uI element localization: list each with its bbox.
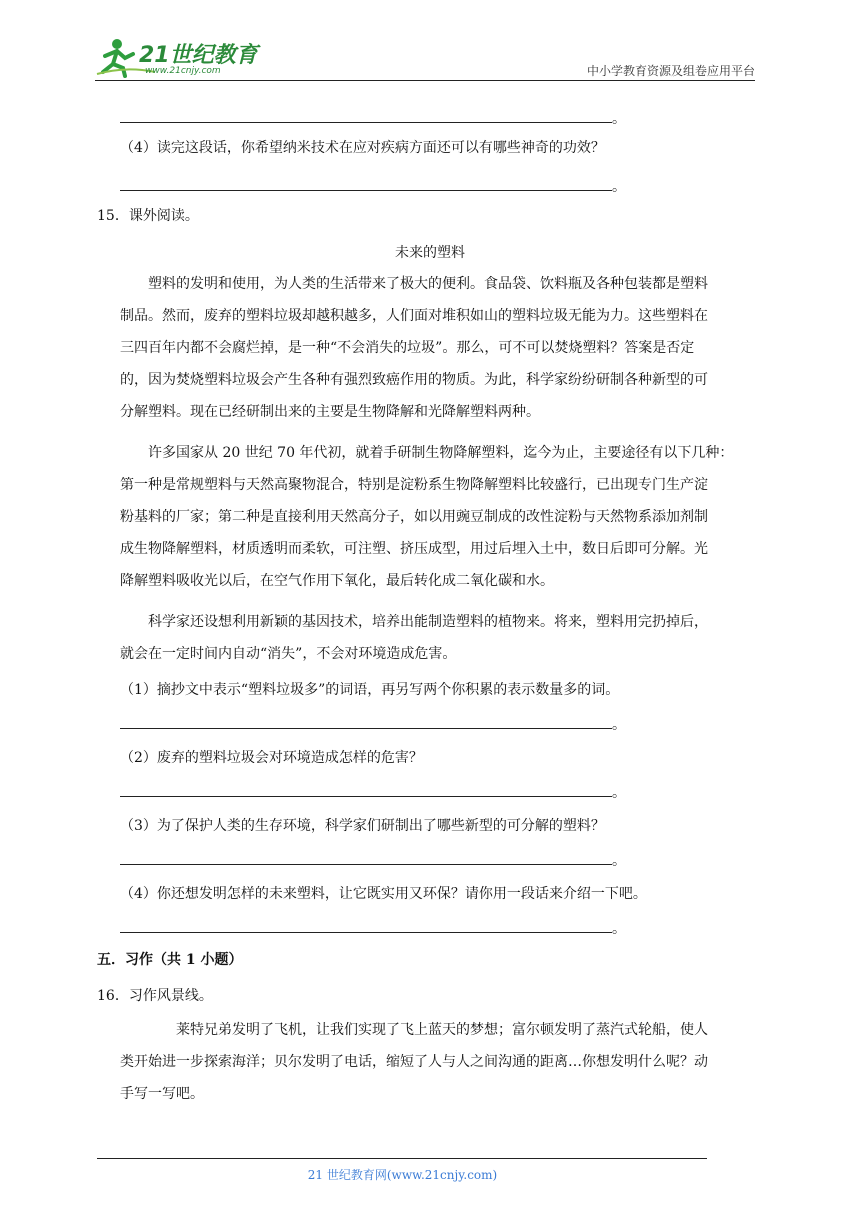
answer-period: 。 (612, 853, 626, 869)
passage-line: 第一种是常规塑料与天然高聚物混合，特别是淀粉系生物降解塑料比较盛行，已出现专门生产淀 (120, 477, 708, 493)
site-logo (95, 36, 260, 80)
answer-line (120, 190, 612, 191)
prompt-line: 类开始进一步探索海洋；贝尔发明了电话，缩短了人与人之间沟通的距离…你想发明什么呢？动 (120, 1054, 708, 1070)
section-heading: 五．习作（共 1 小题） (97, 952, 243, 968)
answer-line (120, 728, 612, 729)
question-text: （2）废弃的塑料垃圾会对环境造成怎样的危害？ (120, 750, 423, 766)
passage-line: 降解塑料吸收光以后，在空气作用下氧化，最后转化成二氧化碳和水。 (120, 573, 554, 589)
logo-url: www.21cnjy.com (145, 66, 221, 76)
answer-period: 。 (612, 717, 626, 733)
logo-text: 21世纪教育 (139, 43, 258, 68)
question-label: 15．课外阅读。 (97, 208, 199, 224)
passage-line: 塑料的发明和使用，为人类的生活带来了极大的便利。食品袋、饮料瓶及各种包装都是塑料 (148, 276, 708, 292)
question-text: （3）为了保护人类的生存环境，科学家们研制出了哪些新型的可分解的塑料？ (120, 818, 605, 834)
platform-name: 中小学教育资源及组卷应用平台 (586, 64, 755, 78)
passage-line: 成生物降解塑料，材质透明而柔软，可注塑、挤压成型，用过后埋入土中，数日后即可分解。光 (120, 541, 708, 557)
passage-line: 三四百年内都不会腐烂掉，是一种“不会消失的垃圾”。那么，可不可以焚烧塑料？答案是否定 (120, 340, 695, 356)
prompt-line: 莱特兄弟发明了飞机，让我们实现了飞上蓝天的梦想；富尔顿发明了蒸汽式轮船，使人 (176, 1022, 708, 1038)
header-divider (95, 80, 755, 81)
passage-title: 未来的塑料 (395, 245, 465, 261)
question-text: （1）摘抄文中表示“塑料垃圾多”的词语，再另写两个你积累的表示数量多的词。 (120, 682, 620, 698)
answer-period: 。 (612, 921, 626, 937)
passage-line: 粉基料的厂家；第二种是直接利用天然高分子，如以用豌豆制成的改性淀粉与天然物系添加剂制 (120, 509, 708, 525)
footer-divider (97, 1158, 707, 1159)
answer-period: 。 (612, 111, 626, 127)
answer-line (120, 122, 612, 123)
answer-line (120, 796, 612, 797)
passage-line: 分解塑料。现在已经研制出来的主要是生物降解和光降解塑料两种。 (120, 404, 540, 420)
question-text: （4）你还想发明怎样的未来塑料，让它既实用又环保？请你用一段话来介绍一下吧。 (120, 886, 647, 902)
passage-line: 制品。然而，废弃的塑料垃圾却越积越多，人们面对堆积如山的塑料垃圾无能为力。这些塑料在 (120, 308, 708, 324)
prompt-line: 手写一写吧。 (120, 1086, 204, 1102)
passage-line: 科学家还设想利用新颖的基因技术，培养出能制造塑料的植物来。将来，塑料用完扔掉后， (148, 614, 708, 630)
question-label: 16．习作风景线。 (97, 988, 213, 1004)
question-text: （4）读完这段话，你希望纳米技术在应对疾病方面还可以有哪些神奇的功效？ (120, 140, 605, 156)
passage-line: 的，因为焚烧塑料垃圾会产生各种有强烈致癌作用的物质。为此，科学家纷纷研制各种新型的可 (120, 372, 708, 388)
answer-line (120, 932, 612, 933)
answer-period: 。 (612, 785, 626, 801)
answer-period: 。 (612, 179, 626, 195)
footer-link[interactable]: 21 世纪教育网(www.21cnjy.com) (307, 1168, 498, 1182)
passage-line: 就会在一定时间内自动“消失”，不会对环境造成危害。 (120, 646, 457, 662)
passage-line: 许多国家从 20 世纪 70 年代初，就着手研制生物降解塑料，迄今为止，主要途径有以下几种： (148, 445, 734, 461)
answer-line (120, 864, 612, 865)
